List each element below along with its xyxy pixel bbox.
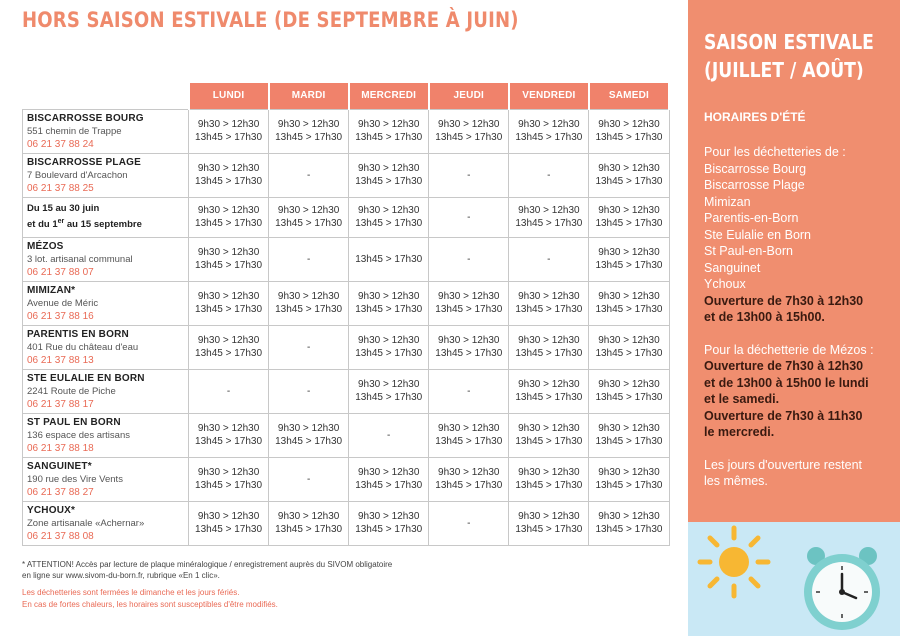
summer-intro: Pour les déchetteries de : bbox=[704, 145, 846, 159]
morning-hours: 9h30 > 12h30 bbox=[197, 205, 260, 216]
morning-hours: 9h30 > 12h30 bbox=[598, 119, 660, 130]
afternoon-hours: 13h45 > 17h30 bbox=[515, 392, 583, 403]
morning-hours: 9h30 > 12h30 bbox=[197, 119, 260, 130]
hours-cell bbox=[349, 501, 429, 545]
morning-hours: 9h30 > 12h30 bbox=[518, 467, 580, 478]
afternoon-hours: 13h45 > 17h30 bbox=[595, 304, 663, 315]
afternoon-hours: 13h45 > 17h30 bbox=[435, 132, 503, 143]
hours-cell bbox=[589, 369, 669, 413]
afternoon-hours: 13h45 > 17h30 bbox=[435, 348, 503, 359]
site-cell bbox=[23, 237, 189, 281]
table-row bbox=[23, 369, 670, 413]
summer-hours: Ouverture de 7h30 à 12h30 bbox=[704, 293, 864, 308]
morning-hours: 9h30 > 12h30 bbox=[598, 247, 660, 258]
morning-hours: 9h30 > 12h30 bbox=[197, 247, 260, 258]
site-cell bbox=[23, 153, 189, 197]
morning-hours: 9h30 > 12h30 bbox=[277, 511, 340, 522]
closed-cell: - bbox=[429, 501, 509, 545]
site-address: 136 espace des artisans bbox=[27, 429, 130, 441]
hours-cell bbox=[589, 109, 669, 153]
hours-cell bbox=[269, 413, 349, 457]
morning-hours: 9h30 > 12h30 bbox=[598, 291, 660, 302]
afternoon-hours: 13h45 > 17h30 bbox=[275, 132, 343, 143]
afternoon-hours: 13h45 > 17h30 bbox=[515, 480, 583, 491]
summer-site: Biscarrosse Bourg bbox=[704, 161, 807, 176]
afternoon-hours: 13h45 > 17h30 bbox=[195, 176, 263, 187]
page-title: HORS SAISON ESTIVALE (DE SEPTEMBRE À JUIN) bbox=[22, 8, 519, 32]
hours-cell bbox=[189, 325, 269, 369]
hours-cell bbox=[589, 457, 669, 501]
morning-hours: 9h30 > 12h30 bbox=[197, 423, 260, 434]
hours-cell bbox=[429, 325, 509, 369]
site-name: MÉZOS bbox=[27, 240, 64, 252]
table-row bbox=[23, 153, 670, 197]
site-phone: 06 21 37 88 16 bbox=[27, 310, 94, 322]
site-address: 190 rue des Vire Vents bbox=[27, 473, 123, 485]
table-row bbox=[23, 281, 670, 325]
site-phone: 06 21 37 88 24 bbox=[27, 138, 94, 150]
summer-subtitle: HORAIRES D'ÉTÉ bbox=[704, 110, 806, 124]
summer-body bbox=[704, 144, 894, 490]
morning-hours: 9h30 > 12h30 bbox=[357, 511, 420, 522]
period-line: Du 15 au 30 juin bbox=[27, 203, 100, 215]
summer-site: Ychoux bbox=[704, 277, 746, 291]
table-row bbox=[23, 413, 670, 457]
afternoon-hours: 13h45 > 17h30 bbox=[195, 304, 263, 315]
afternoon-hours: 13h45 > 17h30 bbox=[595, 218, 663, 229]
closed-cell: - bbox=[509, 237, 589, 281]
warning-line: Les déchetteries sont fermées le dimanche et les jours fériés. bbox=[22, 588, 240, 597]
morning-hours: 9h30 > 12h30 bbox=[438, 119, 500, 130]
mezos-intro: Pour la déchetterie de Mézos : bbox=[704, 342, 874, 357]
hours-cell bbox=[189, 457, 269, 501]
site-name: MIMIZAN* bbox=[27, 284, 76, 296]
hours-cell bbox=[589, 237, 669, 281]
closed-cell: - bbox=[269, 153, 349, 197]
closure-warning bbox=[22, 587, 278, 611]
hours-cell bbox=[429, 109, 509, 153]
closed-cell: - bbox=[269, 237, 349, 281]
morning-hours: 9h30 > 12h30 bbox=[357, 119, 420, 130]
hours-cell bbox=[509, 109, 589, 153]
hours-cell bbox=[509, 197, 589, 237]
site-address: Avenue de Méric bbox=[27, 297, 99, 309]
morning-hours: 9h30 > 12h30 bbox=[518, 205, 580, 216]
day-header: SAMEDI bbox=[589, 83, 669, 109]
site-cell bbox=[23, 109, 189, 153]
site-address: 2241 Route de Piche bbox=[27, 385, 116, 397]
morning-hours: 9h30 > 12h30 bbox=[598, 467, 660, 478]
day-header: MERCREDI bbox=[349, 83, 429, 109]
afternoon-hours: 13h45 > 17h30 bbox=[595, 260, 663, 271]
morning-hours: 9h30 > 12h30 bbox=[438, 423, 500, 434]
hours-cell bbox=[509, 325, 589, 369]
day-header: VENDREDI bbox=[509, 83, 589, 109]
site-cell bbox=[23, 197, 189, 237]
afternoon-hours: 13h45 > 17h30 bbox=[435, 480, 503, 491]
hours-cell bbox=[349, 369, 429, 413]
morning-hours: 9h30 > 12h30 bbox=[598, 511, 660, 522]
site-name: SANGUINET* bbox=[27, 460, 92, 472]
hours-cell bbox=[429, 457, 509, 501]
afternoon-hours: 13h45 > 17h30 bbox=[515, 436, 583, 447]
closed-cell: - bbox=[429, 237, 509, 281]
site-name: STE EULALIE EN BORN bbox=[27, 372, 145, 384]
afternoon-hours: 13h45 > 17h30 bbox=[275, 218, 343, 229]
footnote-line: en ligne sur www.sivom-du-born.fr, rubrique «En 1 clic». bbox=[22, 571, 220, 580]
morning-hours: 9h30 > 12h30 bbox=[357, 291, 420, 302]
afternoon-hours: 13h45 > 17h30 bbox=[355, 524, 423, 535]
afternoon-hours: 13h45 > 17h30 bbox=[195, 436, 263, 447]
morning-hours: 9h30 > 12h30 bbox=[197, 163, 260, 174]
hours-cell bbox=[349, 325, 429, 369]
afternoon-hours: 13h45 > 17h30 bbox=[355, 480, 423, 491]
morning-hours: 9h30 > 12h30 bbox=[598, 163, 660, 174]
afternoon-hours: 13h45 > 17h30 bbox=[355, 176, 423, 187]
afternoon-hours: 13h45 > 17h30 bbox=[275, 304, 343, 315]
summer-title-line: SAISON ESTIVALE bbox=[704, 30, 874, 54]
summer-panel bbox=[688, 0, 900, 522]
afternoon-hours: 13h45 > 17h30 bbox=[595, 480, 663, 491]
hours-cell bbox=[349, 281, 429, 325]
day-header: MARDI bbox=[269, 83, 349, 109]
site-phone: 06 21 37 88 27 bbox=[27, 486, 94, 498]
summer-site: Parentis-en-Born bbox=[704, 211, 799, 225]
site-cell bbox=[23, 325, 189, 369]
summer-site: Sanguinet bbox=[704, 260, 761, 275]
hours-cell bbox=[509, 501, 589, 545]
illustration-graphic bbox=[688, 522, 900, 636]
morning-hours: 9h30 > 12h30 bbox=[357, 205, 420, 216]
mezos-hours: et le samedi. bbox=[704, 392, 780, 406]
afternoon-hours: 13h45 > 17h30 bbox=[355, 304, 423, 315]
afternoon-hours: 13h45 > 17h30 bbox=[515, 304, 583, 315]
hours-cell bbox=[349, 109, 429, 153]
morning-hours: 9h30 > 12h30 bbox=[518, 119, 580, 130]
afternoon-hours: 13h45 > 17h30 bbox=[435, 436, 503, 447]
mezos-hours: et de 13h00 à 15h00 le lundi bbox=[704, 375, 869, 390]
hours-cell bbox=[189, 281, 269, 325]
sun-icon bbox=[700, 528, 768, 596]
afternoon-hours: 13h45 > 17h30 bbox=[515, 218, 583, 229]
footnote-line: * ATTENTION! Accès par lecture de plaque minéralogique / enregistrement auprès du SIVOM obligatoire bbox=[22, 560, 393, 569]
closed-cell: - bbox=[269, 369, 349, 413]
site-phone: 06 21 37 88 08 bbox=[27, 530, 94, 542]
mezos-hours: Ouverture de 7h30 à 11h30 bbox=[704, 408, 863, 423]
mezos-hours: le mercredi. bbox=[704, 425, 775, 439]
schedule-body bbox=[23, 109, 670, 545]
site-phone: 06 21 37 88 18 bbox=[27, 442, 94, 454]
afternoon-hours: 13h45 > 17h30 bbox=[515, 524, 583, 535]
morning-hours: 9h30 > 12h30 bbox=[357, 163, 420, 174]
afternoon-hours: 13h45 > 17h30 bbox=[195, 260, 263, 271]
schedule-table bbox=[22, 83, 670, 546]
hours-cell bbox=[509, 457, 589, 501]
hours-cell bbox=[349, 153, 429, 197]
site-phone: 06 21 37 88 17 bbox=[27, 398, 94, 410]
day-header: LUNDI bbox=[189, 83, 269, 109]
morning-hours: 9h30 > 12h30 bbox=[518, 291, 580, 302]
table-row bbox=[23, 237, 670, 281]
hours-cell: 13h45 > 17h30 bbox=[349, 237, 429, 281]
summer-title-line: (JUILLET / AOÛT) bbox=[704, 58, 864, 82]
afternoon-hours: 13h45 > 17h30 bbox=[355, 392, 423, 403]
afternoon-hours: 13h45 > 17h30 bbox=[195, 524, 263, 535]
site-cell bbox=[23, 281, 189, 325]
hours-cell bbox=[189, 413, 269, 457]
morning-hours: 9h30 > 12h30 bbox=[197, 291, 260, 302]
hours-cell bbox=[349, 197, 429, 237]
morning-hours: 9h30 > 12h30 bbox=[518, 511, 580, 522]
afternoon-hours: 13h45 > 17h30 bbox=[195, 218, 263, 229]
closed-cell: - bbox=[189, 369, 269, 413]
site-phone: 06 21 37 88 13 bbox=[27, 354, 94, 366]
hours-cell bbox=[189, 501, 269, 545]
header-blank bbox=[23, 83, 189, 109]
morning-hours: 9h30 > 12h30 bbox=[598, 423, 660, 434]
summer-site: Ste Eulalie en Born bbox=[704, 227, 812, 242]
site-address: 7 Boulevard d'Arcachon bbox=[27, 169, 128, 181]
closed-cell: - bbox=[269, 457, 349, 501]
day-header: JEUDI bbox=[429, 83, 509, 109]
morning-hours: 9h30 > 12h30 bbox=[197, 335, 260, 346]
site-name: PARENTIS EN BORN bbox=[27, 328, 129, 340]
afternoon-hours: 13h45 > 17h30 bbox=[355, 218, 423, 229]
closed-cell: - bbox=[429, 153, 509, 197]
site-cell bbox=[23, 369, 189, 413]
morning-hours: 9h30 > 12h30 bbox=[598, 335, 660, 346]
afternoon-hours: 13h45 > 17h30 bbox=[275, 436, 343, 447]
afternoon-hours: 13h45 > 17h30 bbox=[355, 348, 423, 359]
morning-hours: 9h30 > 12h30 bbox=[438, 467, 500, 478]
morning-hours: 9h30 > 12h30 bbox=[438, 291, 500, 302]
summer-illustration bbox=[688, 522, 900, 636]
site-name: ST PAUL EN BORN bbox=[27, 416, 121, 428]
hours-cell bbox=[589, 325, 669, 369]
hours-cell bbox=[269, 109, 349, 153]
hours-cell bbox=[269, 501, 349, 545]
afternoon-hours: 13h45 > 17h30 bbox=[275, 524, 343, 535]
site-phone: 06 21 37 88 07 bbox=[27, 266, 94, 278]
morning-hours: 9h30 > 12h30 bbox=[277, 291, 340, 302]
table-header-row bbox=[23, 83, 670, 109]
hours-cell bbox=[589, 413, 669, 457]
site-address: Zone artisanale «Achernar» bbox=[27, 517, 145, 529]
mezos-hours: Ouverture de 7h30 à 12h30 bbox=[704, 359, 864, 373]
summer-title bbox=[704, 28, 874, 84]
site-name: BISCARROSSE PLAGE bbox=[27, 156, 141, 168]
hours-cell bbox=[429, 281, 509, 325]
site-name: YCHOUX* bbox=[27, 504, 76, 516]
site-name: BISCARROSSE BOURG bbox=[27, 112, 144, 124]
morning-hours: 9h30 > 12h30 bbox=[357, 379, 420, 390]
hours-cell bbox=[429, 413, 509, 457]
hours-cell bbox=[509, 413, 589, 457]
hours-cell bbox=[269, 281, 349, 325]
site-cell bbox=[23, 457, 189, 501]
morning-hours: 9h30 > 12h30 bbox=[598, 205, 660, 216]
table-row bbox=[23, 197, 670, 237]
closing-note: Les jours d'ouverture restent bbox=[704, 457, 863, 472]
morning-hours: 9h30 > 12h30 bbox=[518, 335, 580, 346]
table-row bbox=[23, 501, 670, 545]
warning-line: En cas de fortes chaleurs, les horaires sont susceptibles d'être modifiés. bbox=[22, 600, 278, 609]
summer-site: St Paul-en-Born bbox=[704, 244, 793, 258]
afternoon-hours: 13h45 > 17h30 bbox=[595, 524, 663, 535]
morning-hours: 9h30 > 12h30 bbox=[518, 379, 580, 390]
site-address: 3 lot. artisanal communal bbox=[27, 253, 133, 265]
table-row bbox=[23, 325, 670, 369]
closed-cell: - bbox=[509, 153, 589, 197]
afternoon-hours: 13h45 > 17h30 bbox=[195, 480, 263, 491]
morning-hours: 9h30 > 12h30 bbox=[518, 423, 580, 434]
closing-note: les mêmes. bbox=[704, 474, 768, 488]
site-phone: 06 21 37 88 25 bbox=[27, 182, 94, 194]
hours-cell bbox=[589, 281, 669, 325]
footnote bbox=[22, 559, 392, 581]
hours-cell bbox=[189, 237, 269, 281]
afternoon-hours: 13h45 > 17h30 bbox=[515, 348, 583, 359]
afternoon-hours: 13h45 > 17h30 bbox=[595, 348, 663, 359]
afternoon-hours: 13h45 > 17h30 bbox=[195, 348, 263, 359]
afternoon-hours: 13h45 > 17h30 bbox=[595, 436, 663, 447]
summer-site: Biscarrosse Plage bbox=[704, 178, 805, 192]
hours-cell bbox=[189, 197, 269, 237]
morning-hours: 9h30 > 12h30 bbox=[197, 467, 260, 478]
morning-hours: 9h30 > 12h30 bbox=[197, 511, 260, 522]
morning-hours: 9h30 > 12h30 bbox=[438, 335, 500, 346]
afternoon-hours: 13h45 > 17h30 bbox=[515, 132, 583, 143]
closed-cell: - bbox=[349, 413, 429, 457]
hours-cell bbox=[349, 457, 429, 501]
hours-cell bbox=[589, 197, 669, 237]
morning-hours: 9h30 > 12h30 bbox=[277, 423, 340, 434]
period-line: et du 1er au 15 septembre bbox=[27, 218, 142, 231]
alarm-clock-icon bbox=[804, 547, 880, 630]
summer-hours: et de 13h00 à 15h00. bbox=[704, 310, 825, 324]
afternoon-hours: 13h45 > 17h30 bbox=[595, 392, 663, 403]
hours-cell bbox=[509, 281, 589, 325]
site-cell bbox=[23, 501, 189, 545]
hours-cell bbox=[589, 501, 669, 545]
hours-cell bbox=[509, 369, 589, 413]
table-row bbox=[23, 109, 670, 153]
morning-hours: 9h30 > 12h30 bbox=[357, 467, 420, 478]
hours-cell bbox=[189, 109, 269, 153]
afternoon-hours: 13h45 > 17h30 bbox=[355, 132, 423, 143]
table-row bbox=[23, 457, 670, 501]
morning-hours: 9h30 > 12h30 bbox=[277, 119, 340, 130]
afternoon-hours: 13h45 > 17h30 bbox=[195, 132, 263, 143]
hours-cell bbox=[189, 153, 269, 197]
closed-cell: - bbox=[429, 197, 509, 237]
closed-cell: - bbox=[429, 369, 509, 413]
afternoon-hours: 13h45 > 17h30 bbox=[595, 176, 663, 187]
closed-cell: - bbox=[269, 325, 349, 369]
morning-hours: 9h30 > 12h30 bbox=[598, 379, 660, 390]
morning-hours: 9h30 > 12h30 bbox=[357, 335, 420, 346]
site-address: 551 chemin de Trappe bbox=[27, 125, 122, 137]
site-cell bbox=[23, 413, 189, 457]
hours-cell bbox=[269, 197, 349, 237]
afternoon-hours: 13h45 > 17h30 bbox=[435, 304, 503, 315]
summer-site: Mimizan bbox=[704, 194, 751, 209]
morning-hours: 9h30 > 12h30 bbox=[277, 205, 340, 216]
afternoon-hours: 13h45 > 17h30 bbox=[595, 132, 663, 143]
site-address: 401 Rue du château d'eau bbox=[27, 341, 139, 353]
hours-cell bbox=[589, 153, 669, 197]
